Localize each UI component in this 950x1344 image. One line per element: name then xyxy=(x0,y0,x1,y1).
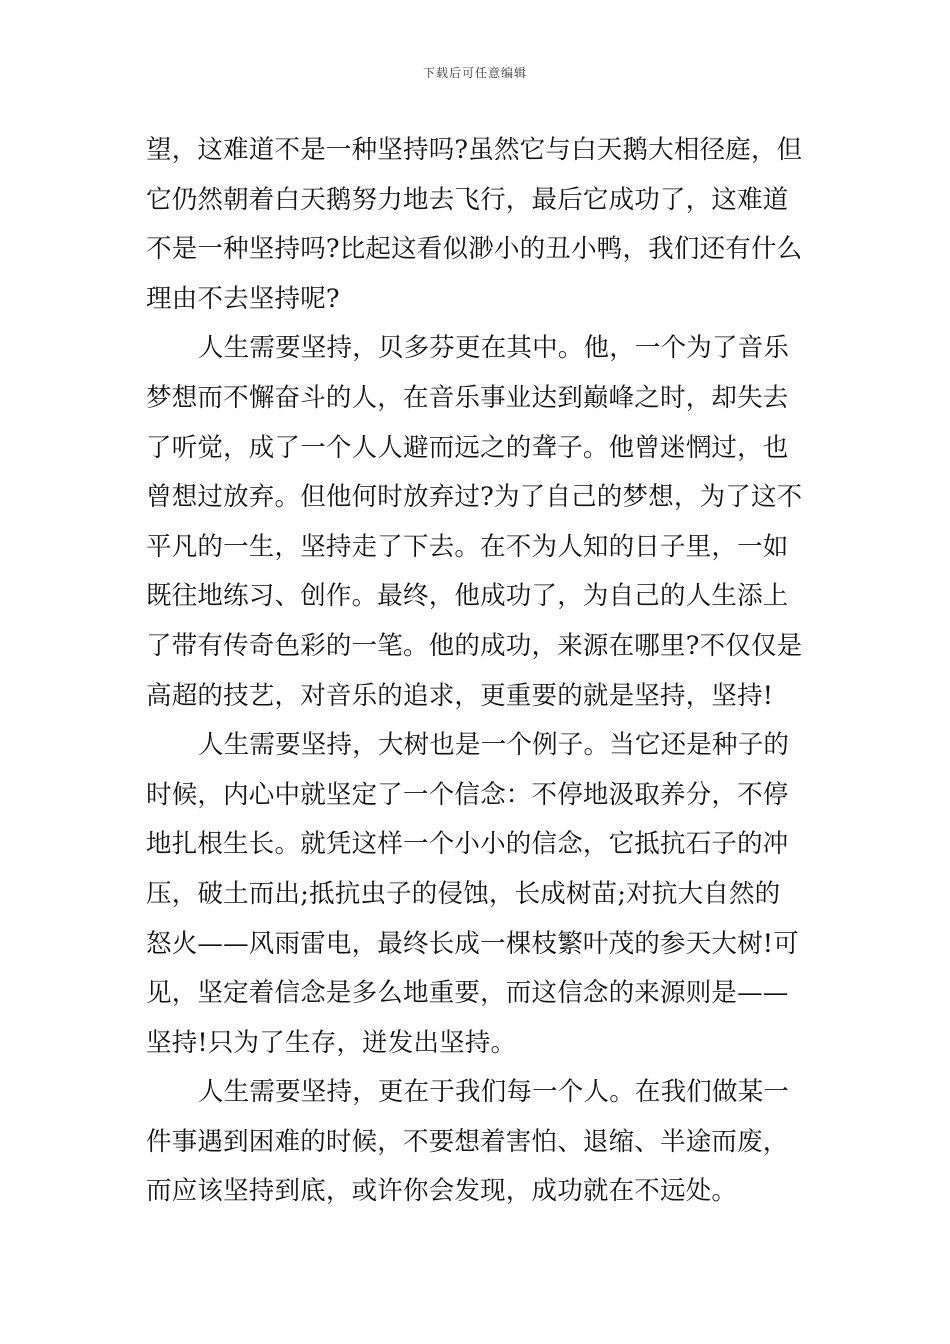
paragraph-2 xyxy=(146,324,814,721)
text-line: 既往地练习、创作。最终，他成功了，为自己的人生添上 xyxy=(146,581,789,612)
paragraph-4 xyxy=(146,1068,814,1217)
text-line: 望，这难道不是一种坚持吗?虽然它与白天鹅大相径庭，但 xyxy=(146,135,803,165)
text-line: 件事遇到困难的时候，不要想着害怕、退缩、半途而废， xyxy=(146,1126,789,1157)
text-line: 人生需要坚持，更在于我们每一个人。在我们做某一 xyxy=(198,1077,790,1108)
paragraph-1 xyxy=(146,126,814,324)
text-line: 人生需要坚持，贝多芬更在其中。他，一个为了音乐 xyxy=(198,333,790,364)
text-line: 见，坚定着信念是多么地重要，而这信念的来源则是—— xyxy=(146,978,789,1009)
page-header: 下载后可任意编辑 xyxy=(422,66,527,80)
text-line: 地扎根生长。就凭这样一个小小的信念，它抵抗石子的冲 xyxy=(146,829,789,860)
paragraph-3 xyxy=(146,721,814,1068)
document-body xyxy=(146,126,814,1217)
text-line: 高超的技艺，对音乐的追求，更重要的就是坚持，坚持! xyxy=(146,680,774,711)
text-line: 曾想过放弃。但他何时放弃过?为了自己的梦想，为了这不 xyxy=(146,482,803,513)
text-line: 怒火——风雨雷电，最终长成一棵枝繁叶茂的参天大树!可 xyxy=(146,928,799,959)
text-line: 而应该坚持到底，或许你会发现，成功就在不远处。 xyxy=(146,1176,738,1207)
text-line: 了听觉，成了一个人人避而远之的聋子。他曾迷惘过，也 xyxy=(146,432,789,463)
text-line: 不是一种坚持吗?比起这看似渺小的丑小鸭，我们还有什么 xyxy=(146,234,803,265)
text-line: 平凡的一生，坚持走了下去。在不为人知的日子里，一如 xyxy=(146,531,789,562)
text-line: 理由不去坚持呢? xyxy=(146,283,340,314)
text-line: 时候，内心中就坚定了一个信念：不停地汲取养分，不停 xyxy=(146,779,789,810)
text-line: 了带有传奇色彩的一笔。他的成功，来源在哪里?不仅仅是 xyxy=(146,630,803,661)
text-line: 梦想而不懈奋斗的人，在音乐事业达到巅峰之时，却失去 xyxy=(146,382,789,413)
text-line: 坚持!只为了生存，迸发出坚持。 xyxy=(146,1027,517,1058)
text-line: 压，破土而出;抵抗虫子的侵蚀，长成树苗;对抗大自然的 xyxy=(146,878,781,909)
text-line: 它仍然朝着白天鹅努力地去飞行，最后它成功了，这难道 xyxy=(146,184,789,215)
text-line: 人生需要坚持，大树也是一个例子。当它还是种子的 xyxy=(198,730,790,761)
